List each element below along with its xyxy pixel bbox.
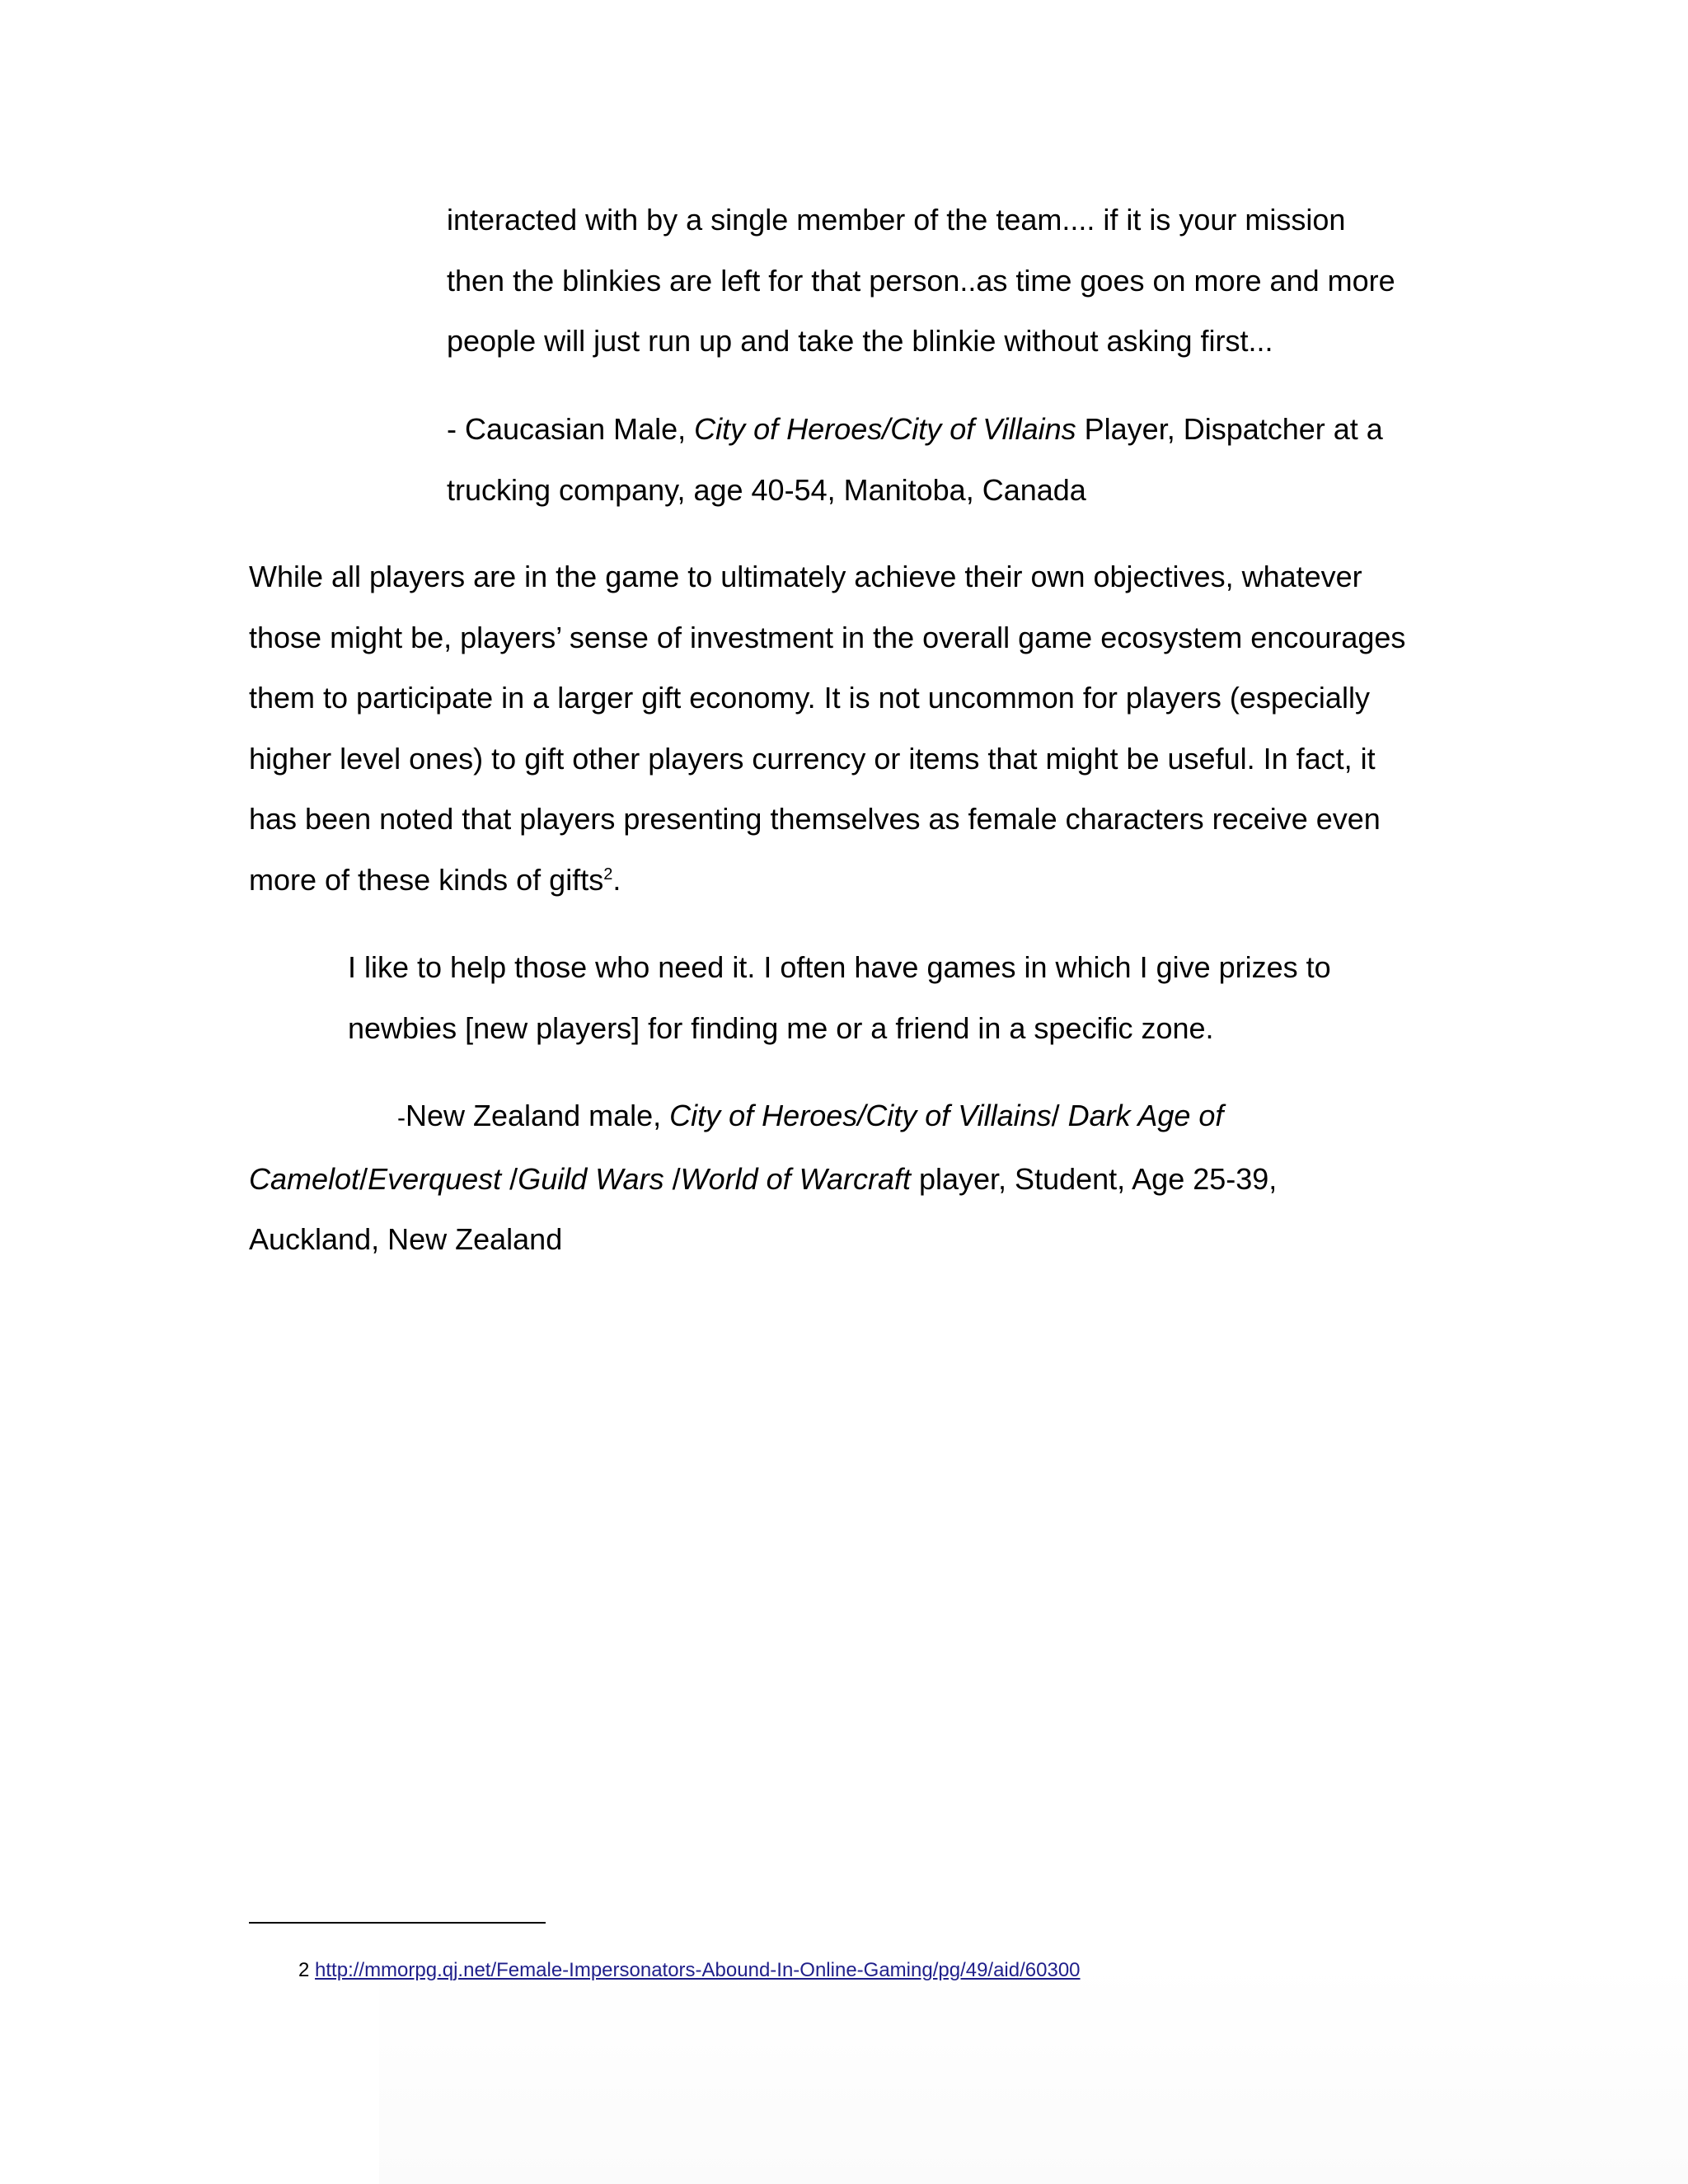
attribution-1-games: City of Heroes/City of Villains <box>694 412 1076 446</box>
block-quote-1 <box>447 190 1452 372</box>
attribution-2-sep-4: / <box>663 1161 681 1196</box>
attribution-2-game-2a: Dark Age of <box>1067 1099 1224 1132</box>
paragraph-period: . <box>612 862 621 897</box>
quote-2-line-1: I like to help those who need it. I often have games in which I give prizes to <box>348 950 1331 984</box>
quote-1-line-1: interacted with by a single member of the team.... if it is your mission <box>447 203 1346 237</box>
attribution-2-game-5: World of Warcraft <box>680 1161 911 1196</box>
paragraph-line-6 <box>249 850 1452 911</box>
body-paragraph <box>249 546 1452 910</box>
attribution-1-line-2: trucking company, age 40-54, Manitoba, Canada <box>447 472 1086 507</box>
attribution-2-lead: New Zealand male, <box>406 1099 670 1132</box>
footnote-link[interactable]: http://mmorpg.qj.net/Female-Impersonators-Abound-In-Online-Gaming/pg/49/aid/60300 <box>315 1959 1081 1981</box>
block-quote-2 <box>348 937 1411 1058</box>
paragraph-line-1: While all players are in the game to ultimately achieve their own objectives, whatever <box>249 560 1362 593</box>
attribution-1-prefix: - Caucasian Male, <box>447 412 695 446</box>
paragraph-line-4: higher level ones) to gift other players currency or items that might be useful. In fact, it <box>249 741 1376 776</box>
attribution-2-game-3: Everquest <box>368 1161 502 1196</box>
quote-1-line-3: people will just run up and take the blinkie without asking first... <box>447 324 1273 358</box>
paragraph-line-2: those might be, players’ sense of investment in the overall game ecosystem encourages <box>249 620 1406 654</box>
attribution-1-suffix: Player, Dispatcher at a <box>1076 412 1383 446</box>
attribution-2-tail: player, Student, Age 25-39, <box>910 1161 1278 1196</box>
paragraph-line-5: has been noted that players presenting themselves as female characters receive even <box>249 802 1381 836</box>
attribution-2-game-4: Guild Wars <box>518 1161 664 1196</box>
attribution-2-game-1: City of Heroes/City of Villains <box>669 1099 1052 1132</box>
paragraph-line-3: them to participate in a larger gift economy. It is not uncommon for players (especially <box>249 681 1370 715</box>
attribution-2-sep-2: / <box>359 1161 368 1196</box>
footnote <box>298 1957 1081 1985</box>
attribution-2-sep-1: / <box>1051 1099 1068 1132</box>
footnote-separator <box>249 1922 546 1924</box>
quote-1-line-2: then the blinkies are left for that person..as time goes on more and more <box>447 263 1395 298</box>
attribution-2-game-2b: Camelot <box>249 1161 360 1196</box>
footnote-number: 2 <box>298 1959 310 1981</box>
attribution-2-line-3: Auckland, New Zealand <box>249 1222 563 1256</box>
attribution-2-line-2 <box>249 1149 1452 1210</box>
quote-2-line-2: newbies [new players] for finding me or a friend in a specific zone. <box>348 1010 1214 1045</box>
quote-1-attribution <box>447 399 1452 520</box>
attribution-2-dash: - <box>397 1104 406 1132</box>
paragraph-last-line-text: more of these kinds of gifts <box>249 862 604 897</box>
attribution-2-sep-3: / <box>501 1161 518 1196</box>
footnote-reference[interactable]: 2 <box>603 865 613 883</box>
attribution-1-line-1 <box>447 399 1452 460</box>
attribution-2-line-1 <box>249 1085 1452 1149</box>
page-shading <box>379 1961 1688 2184</box>
quote-2-attribution <box>249 1085 1452 1270</box>
